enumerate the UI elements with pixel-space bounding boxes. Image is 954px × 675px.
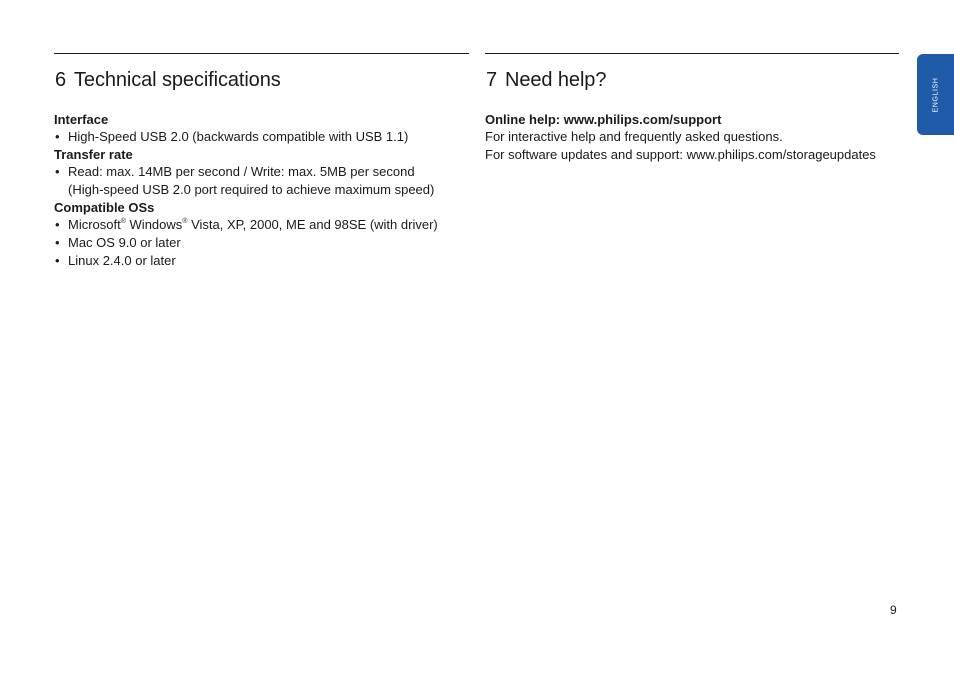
list-item: • High-Speed USB 2.0 (backwards compatible with USB 1.1): [54, 128, 469, 146]
language-tab: [917, 54, 954, 135]
section-title-text: Need help?: [505, 69, 607, 91]
section-divider: [485, 53, 899, 54]
windows-versions-text: Vista, XP, 2000, ME and 98SE (with driver): [191, 217, 438, 232]
list-item: • Mac OS 9.0 or later: [54, 234, 469, 252]
help-body: [485, 111, 899, 164]
transfer-rate-heading: Transfer rate: [54, 147, 133, 162]
section-title: [55, 69, 281, 92]
list-item: [54, 216, 469, 234]
transfer-rate-line-2: (High-speed USB 2.0 port required to achieve maximum speed): [68, 182, 435, 197]
transfer-rate-line-1: Read: max. 14MB per second / Write: max. 5MB per second: [68, 164, 415, 179]
windows-text: Windows: [129, 217, 183, 232]
page-number: 9: [890, 603, 897, 617]
specifications-body: [54, 111, 469, 270]
list-item: • Linux 2.4.0 or later: [54, 252, 469, 270]
list-item: [54, 163, 469, 199]
section-title: [486, 69, 606, 92]
interface-heading: Interface: [54, 112, 109, 127]
section-divider: [54, 53, 469, 54]
need-help-section: [485, 53, 899, 162]
section-title-text: Technical specifications: [74, 69, 281, 91]
help-text-line: For interactive help and frequently asked questions.: [485, 129, 783, 144]
registered-mark: ®: [120, 218, 126, 225]
compatible-os-heading: Compatible OSs: [54, 200, 155, 215]
language-label: ENGLISH: [932, 77, 939, 112]
technical-specifications-section: [54, 53, 469, 268]
section-number: 7: [486, 69, 498, 91]
registered-mark: ®: [182, 218, 188, 225]
help-text-line: For software updates and support: www.philips.com/storageupdates: [485, 147, 876, 162]
section-number: 6: [55, 69, 67, 91]
microsoft-text: Microsoft: [68, 217, 121, 232]
online-help-heading: Online help: www.philips.com/support: [485, 112, 722, 127]
